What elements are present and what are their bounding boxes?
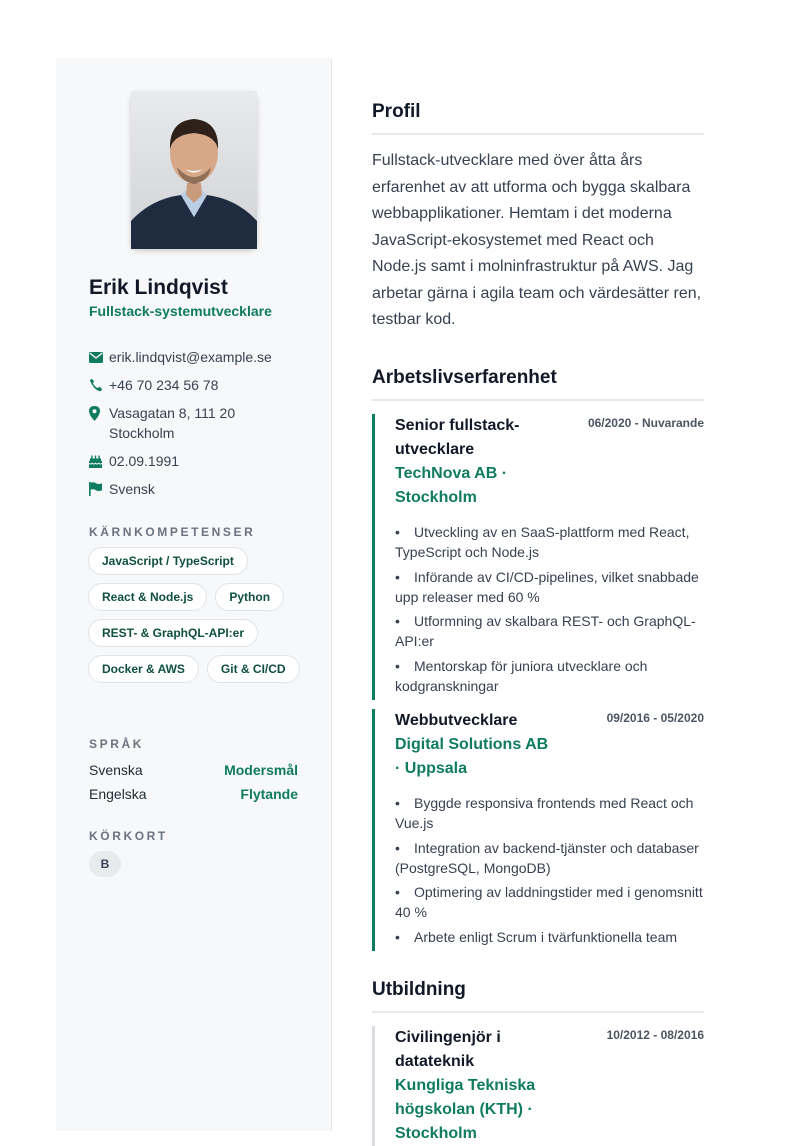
education-date: 10/2012 - 08/2016 <box>606 1028 704 1042</box>
contact-email-text: erik.lindqvist@example.se <box>109 349 272 365</box>
map-pin-icon <box>89 403 109 423</box>
language-row <box>89 785 298 803</box>
language-level: Modersmål <box>224 762 298 778</box>
list-item: • Utformning av skalbara REST- och GraphQL-API:er <box>395 613 696 649</box>
job-date: 09/2016 - 05/2020 <box>606 711 704 725</box>
job-bullets <box>395 793 704 947</box>
education-entry <box>372 1026 704 1146</box>
contact-address <box>89 403 319 443</box>
school-name: Kungliga Tekniska högskolan (KTH) · Stockholm <box>395 1077 536 1142</box>
profile-heading: Profil <box>372 101 704 135</box>
contact-address-text: Vasagatan 8, 111 20 Stockholm <box>109 405 236 441</box>
contact-phone[interactable] <box>89 375 319 395</box>
contact-birthdate <box>89 451 319 471</box>
contact-nationality-text: Svensk <box>109 481 155 497</box>
contact-email[interactable] <box>89 347 319 367</box>
license-badge: B <box>89 851 121 877</box>
list-item: • Mentorskap för juniora utvecklare och kodgranskningar <box>395 657 648 694</box>
skill-chip: Python <box>215 583 284 611</box>
envelope-icon <box>89 347 109 367</box>
contact-list <box>89 347 319 507</box>
language-name: Svenska <box>89 762 143 778</box>
education-heading: Utbildning <box>372 979 704 1013</box>
flag-icon <box>89 479 109 499</box>
skill-chip: React & Node.js <box>88 583 207 611</box>
sidebar <box>56 58 332 1131</box>
skill-chip: Git & CI/CD <box>207 655 300 683</box>
job-entry <box>372 709 704 951</box>
list-item: • Integration av backend-tjänster och databaser (PostgreSQL, MongoDB) <box>395 839 699 876</box>
license-title: KÖRKORT <box>89 829 168 843</box>
job-title: Webbutvecklare <box>395 712 518 729</box>
skills-title: KÄRNKOMPETENSER <box>89 525 256 539</box>
skills-list <box>88 547 320 691</box>
list-item: • Utveckling av en SaaS-plattform med React, TypeScript och Node.js <box>395 524 690 560</box>
contact-birthdate-text: 02.09.1991 <box>109 453 180 469</box>
person-name: Erik Lindqvist <box>89 276 228 299</box>
phone-icon <box>89 375 109 395</box>
job-bullets <box>395 522 704 696</box>
language-row <box>89 761 298 779</box>
languages-title: SPRÅK <box>89 737 145 751</box>
skill-chip: Docker & AWS <box>88 655 199 683</box>
list-item: • Byggde responsiva frontends med React och Vue.js <box>395 795 694 831</box>
job-entry <box>372 414 704 700</box>
profile-photo <box>131 91 257 249</box>
job-company: TechNova AB · Stockholm <box>395 465 508 506</box>
degree-title: Civilingenjör i datateknik <box>395 1029 501 1070</box>
contact-nationality <box>89 479 319 499</box>
language-level: Flytande <box>240 786 298 802</box>
contact-phone-text: +46 70 234 56 78 <box>109 377 219 393</box>
skill-chip: JavaScript / TypeScript <box>88 547 248 575</box>
job-date: 06/2020 - Nuvarande <box>587 416 704 430</box>
job-title: Senior fullstack-utvecklare <box>395 417 520 458</box>
experience-heading: Arbetslivserfarenhet <box>372 367 704 401</box>
person-role: Fullstack-systemutvecklare <box>89 303 272 319</box>
list-item: • Arbete enligt Scrum i tvärfunktionella team <box>395 928 678 945</box>
job-company: Digital Solutions AB · Uppsala <box>395 736 549 777</box>
list-item: • Optimering av laddningstider med i genomsnitt 40 % <box>395 884 703 920</box>
language-name: Engelska <box>89 786 147 802</box>
list-item: • Införande av CI/CD-pipelines, vilket snabbade upp releaser med 60 % <box>395 568 699 605</box>
birthday-cake-icon <box>89 451 109 471</box>
profile-text: Fullstack-utvecklare med över åtta års erfarenhet av att utforma och bygga skalbara webbapplikationer. Hemtam i det moderna JavaScript-ekosystemet med React och Node.js samt i molninfrastruktur på AWS. Jag arbetar gärna i agila team och värdesätter ren, testbar kod. <box>372 152 702 328</box>
languages-list <box>89 761 298 809</box>
skill-chip: REST- & GraphQL-API:er <box>88 619 258 647</box>
